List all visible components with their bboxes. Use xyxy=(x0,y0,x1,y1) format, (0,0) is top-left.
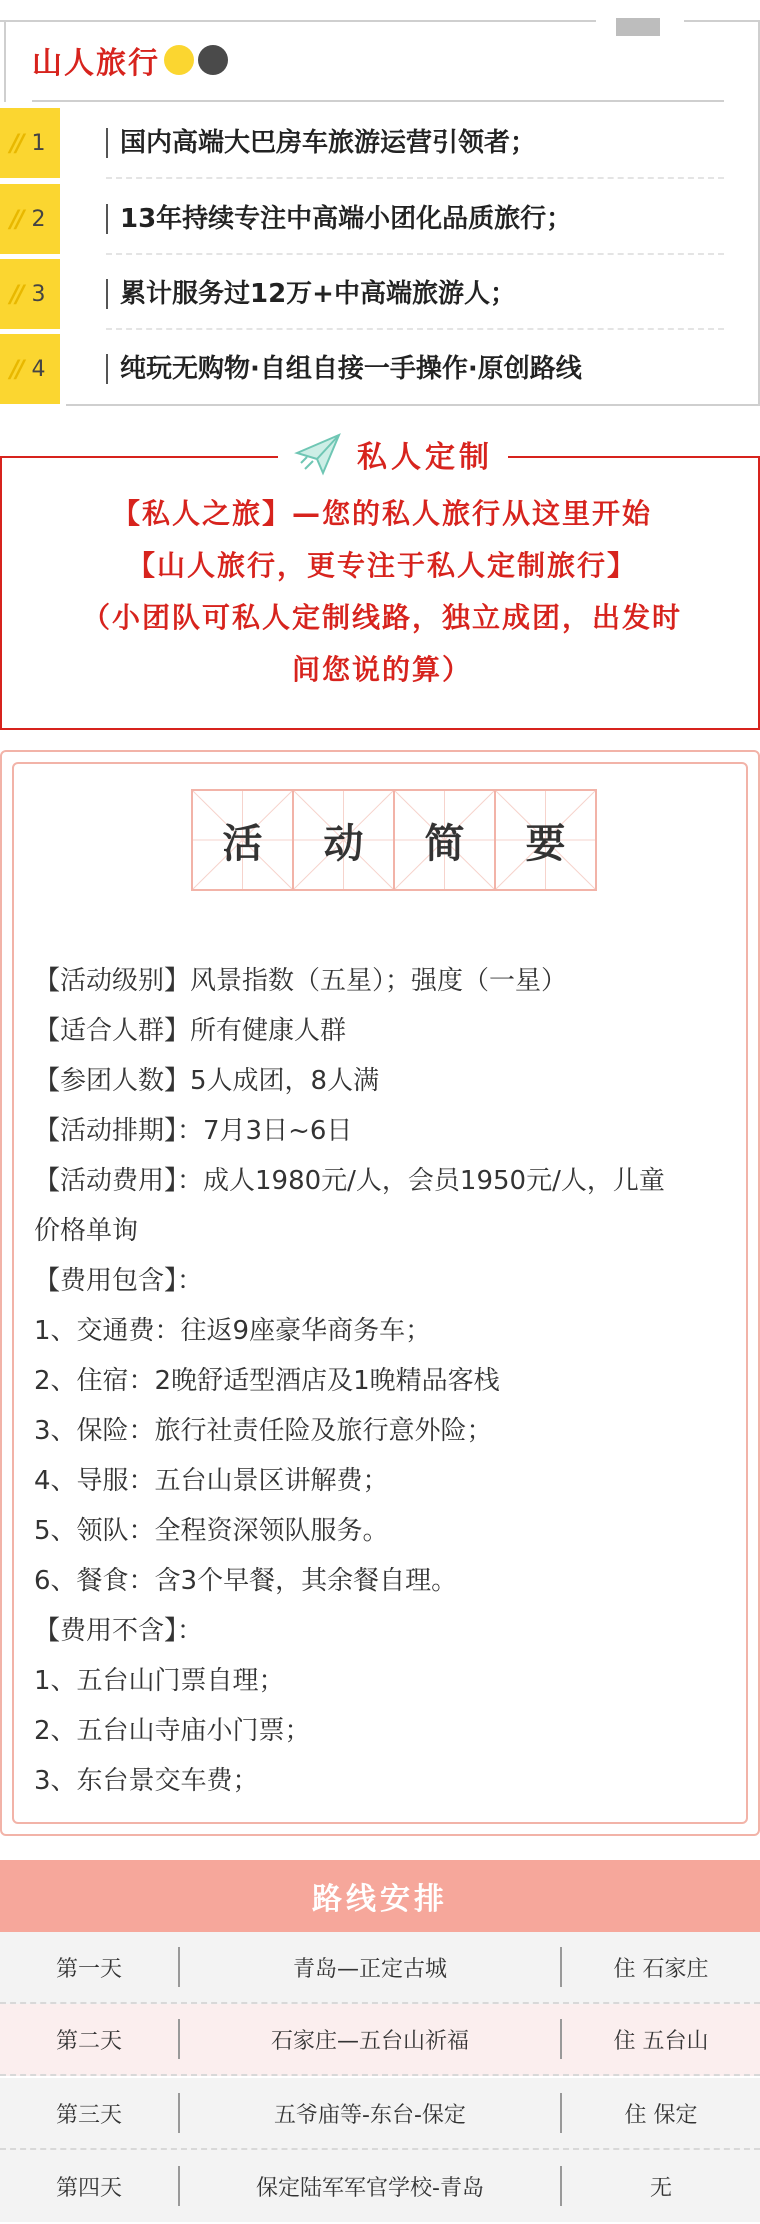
route-stay: 住 保定 xyxy=(624,2102,698,2128)
summary-line: 【活动排期】：7月3日~6日 xyxy=(34,1116,353,1146)
summary-line: 【费用不含】： xyxy=(34,1616,204,1646)
summary-line: 【活动级别】风景指数（五星）；强度（一星） xyxy=(34,966,568,996)
summary-line: 【活动费用】：成人1980元/人，会员1950元/人，儿童 xyxy=(34,1166,665,1196)
feature-badge xyxy=(0,334,60,404)
brand-heading xyxy=(32,38,228,82)
summary-line: 3、保险：旅行社责任险及旅行意外险； xyxy=(34,1416,493,1446)
route-stay: 住 石家庄 xyxy=(613,1956,709,1982)
summary-line: 1、五台山门票自理； xyxy=(34,1666,285,1696)
feature-text: 13年持续专注中高端小团化品质旅行； xyxy=(120,204,573,234)
yellow-dot-icon xyxy=(164,45,194,75)
route-path: 青岛—正定古城 xyxy=(292,1956,447,1982)
custom-line: 【山人旅行，更专注于私人定制旅行】 xyxy=(126,549,637,582)
summary-line: 【费用包含】： xyxy=(34,1266,204,1296)
feature-item xyxy=(0,108,760,178)
brand-name: 山人旅行 xyxy=(32,46,160,81)
summary-line: 6、餐食：含3个早餐，其余餐自理。 xyxy=(34,1566,458,1596)
grid-cell xyxy=(193,791,294,889)
title-char: 简 xyxy=(424,820,465,867)
summary-line: 2、五台山寺庙小门票； xyxy=(34,1716,311,1746)
grid-cell xyxy=(395,791,496,889)
brand-underline xyxy=(32,100,724,102)
route-path: 保定陆军军官学校-青岛 xyxy=(256,2175,484,2201)
feature-badge xyxy=(0,184,60,254)
feature-divider xyxy=(106,328,724,330)
frame-line xyxy=(4,20,6,102)
feature-number: 1 xyxy=(31,130,46,156)
route-title: 路线安排 xyxy=(312,1882,448,1917)
slash-icon: // xyxy=(10,355,22,383)
feature-divider xyxy=(106,253,724,255)
slash-icon: // xyxy=(10,280,22,308)
summary-title-grid xyxy=(191,789,597,891)
route-path: 五爷庙等-东台-保定 xyxy=(274,2102,466,2128)
custom-title: 私人定制 xyxy=(357,440,493,475)
route-header xyxy=(0,1860,760,1932)
grid-cell xyxy=(496,791,595,889)
summary-line: 1、交通费：往返9座豪华商务车； xyxy=(34,1316,432,1346)
title-char: 动 xyxy=(323,820,364,867)
route-row xyxy=(0,2078,760,2150)
summary-line: 【适合人群】所有健康人群 xyxy=(34,1016,347,1046)
route-day: 第四天 xyxy=(55,2175,122,2201)
feature-item xyxy=(0,184,760,254)
route-path: 石家庄—五台山祈福 xyxy=(270,2028,469,2054)
route-stay: 无 xyxy=(649,2175,672,2201)
summary-line: 4、导服：五台山景区讲解费； xyxy=(34,1466,389,1496)
summary-line: 【参团人数】5人成团，8人满 xyxy=(34,1066,380,1096)
gray-dot-icon xyxy=(198,45,228,75)
summary-content xyxy=(34,956,750,1806)
activity-summary-section xyxy=(0,750,760,1836)
route-day: 第二天 xyxy=(55,2028,122,2054)
feature-number: 3 xyxy=(31,281,46,307)
feature-badge xyxy=(0,259,60,329)
custom-header xyxy=(278,424,508,484)
summary-line: 3、东台景交车费； xyxy=(34,1766,259,1796)
summary-line: 价格单询 xyxy=(34,1216,139,1246)
feature-text: 国内高端大巴房车旅游运营引领者； xyxy=(120,128,537,158)
paper-plane-icon xyxy=(293,429,343,479)
title-char: 活 xyxy=(222,820,263,867)
feature-badge xyxy=(0,108,60,178)
custom-text xyxy=(32,488,732,696)
route-row xyxy=(0,2004,760,2076)
feature-divider xyxy=(106,177,724,179)
feature-text: 累计服务过12万+中高端旅游人； xyxy=(120,279,516,309)
custom-line: 【私人之旅】—您的私人旅行从这里开始 xyxy=(111,497,652,530)
summary-line: 5、领队：全程资深领队服务。 xyxy=(34,1516,389,1546)
feature-text: 纯玩无购物·自组自接一手操作·原创路线 xyxy=(120,354,582,384)
summary-line: 2、住宿：2晚舒适型酒店及1晚精品客栈 xyxy=(34,1366,500,1396)
slash-icon: // xyxy=(10,205,22,233)
feature-number: 4 xyxy=(31,356,46,382)
summary-frame xyxy=(12,762,748,1824)
feature-item xyxy=(0,259,760,329)
route-stay: 住 五台山 xyxy=(613,2028,709,2054)
grid-cell xyxy=(294,791,395,889)
intro-section xyxy=(0,0,760,410)
feature-number: 2 xyxy=(31,206,46,232)
custom-line: （小团队可私人定制线路，独立成团，出发时 xyxy=(81,601,682,634)
route-day: 第三天 xyxy=(55,2102,122,2128)
route-day: 第一天 xyxy=(55,1956,122,1982)
route-row xyxy=(0,2150,760,2222)
private-custom-section xyxy=(0,440,760,730)
route-row xyxy=(0,1932,760,2004)
feature-item xyxy=(0,334,760,404)
custom-line: 间您说的算） xyxy=(291,653,472,686)
title-char: 要 xyxy=(525,820,566,867)
slash-icon: // xyxy=(10,129,22,157)
